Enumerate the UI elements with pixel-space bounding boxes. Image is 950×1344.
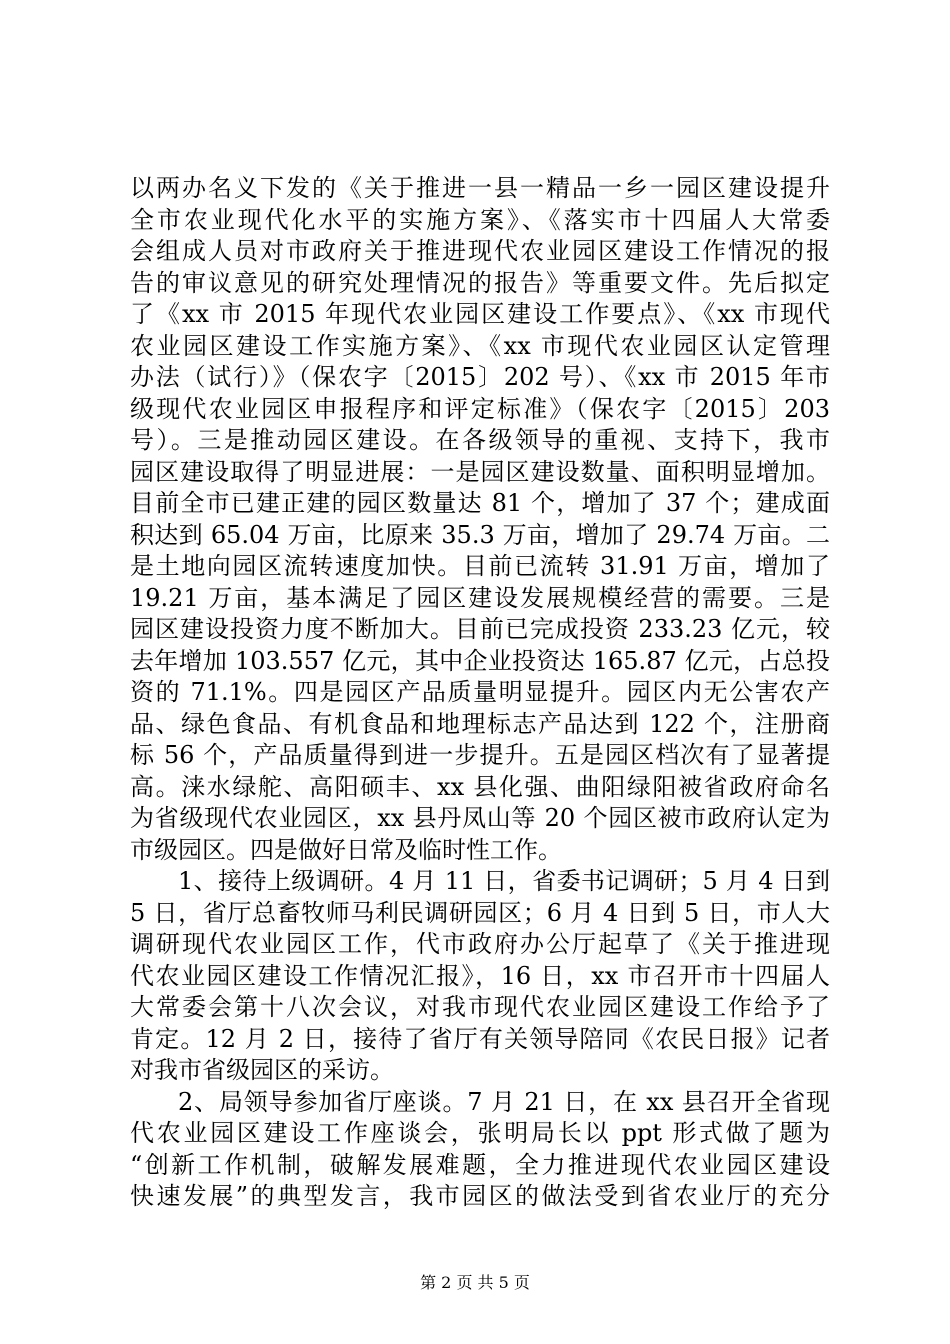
text-line: 快速发展”的典型发言，我市园区的做法受到省农业厅的充分	[130, 1182, 830, 1210]
text-line: 去年增加 103.557 亿元，其中企业投资达 165.87 亿元，占总投	[130, 646, 830, 675]
text-line: 积达到 65.04 万亩，比原来 35.3 万亩，增加了 29.74 万亩。二	[130, 520, 830, 549]
page-number-footer: 第 2 页 共 5 页	[420, 1273, 530, 1292]
text-line: 是土地向园区流转速度加快。目前已流转 31.91 万亩，增加了	[130, 552, 830, 580]
paragraph-first-line: 1、接待上级调研。4 月 11 日，省委书记调研；5 月 4 日到	[178, 867, 830, 895]
paragraph-first-line: 2、局领导参加省厅座谈。7 月 21 日，在 xx 县召开全省现	[178, 1087, 830, 1116]
body-text	[130, 173, 830, 1213]
text-line: 标 56 个，产品质量得到进一步提升。五是园区档次有了显著提	[130, 741, 830, 769]
text-line: 代农业园区建设工作情况汇报》，16 日，xx 市召开市十四届人	[130, 961, 830, 990]
text-line: 大常委会第十八次会议，对我市现代农业园区建设工作给予了	[130, 993, 830, 1021]
text-line: 资的 71.1%。四是园区产品质量明显提升。园区内无公害农产	[130, 678, 830, 706]
text-line: 代农业园区建设工作座谈会，张明局长以 ppt 形式做了题为	[130, 1119, 830, 1147]
text-line: 全市农业现代化水平的实施方案》、《落实市十四届人大常委	[130, 205, 830, 234]
text-line: 农业园区建设工作实施方案》、《xx 市现代农业园区认定管理	[130, 331, 830, 360]
text-line: 市级园区。四是做好日常及临时性工作。	[130, 835, 562, 864]
text-line: 以两办名义下发的《关于推进一县一精品一乡一园区建设提升	[130, 174, 830, 202]
text-line: 目前全市已建正建的园区数量达 81 个，增加了 37 个；建成面	[130, 489, 830, 517]
text-line: 高。涞水绿舵、高阳硕丰、xx 县化强、曲阳绿阳被省政府命名	[130, 772, 830, 801]
text-line: 19.21 万亩，基本满足了园区建设发展规模经营的需要。三是	[130, 583, 830, 612]
text-line: 号）。三是推动园区建设。在各级领导的重视、支持下，我市	[130, 426, 830, 454]
text-line: 园区建设取得了明显进展：一是园区建设数量、面积明显增加。	[130, 457, 830, 486]
text-line: 会组成人员对市政府关于推进现代农业园区建设工作情况的报	[130, 237, 830, 265]
text-line: 级现代农业园区申报程序和评定标准》（保农字〔2015〕203	[130, 394, 830, 423]
text-line: 品、绿色食品、有机食品和地理标志产品达到 122 个，注册商	[130, 709, 830, 738]
text-line: 对我市省级园区的采访。	[130, 1056, 394, 1084]
text-line: 为省级现代农业园区，xx 县丹凤山等 20 个园区被市政府认定为	[130, 804, 830, 832]
text-line: 园区建设投资力度不断加大。目前已完成投资 233.23 亿元，较	[130, 615, 830, 643]
text-line: “创新工作机制，破解发展难题，全力推进现代农业园区建设	[130, 1150, 830, 1179]
text-line: 肯定。12 月 2 日，接待了省厅有关领导陪同《农民日报》记者	[130, 1024, 830, 1053]
text-line: 5 日，省厅总畜牧师马利民调研园区；6 月 4 日到 5 日，市人大	[130, 898, 830, 927]
text-line: 了《xx 市 2015 年现代农业园区建设工作要点》、《xx 市现代	[130, 300, 830, 328]
text-line: 调研现代农业园区工作，代市政府办公厅起草了《关于推进现	[130, 930, 830, 958]
text-line: 告的审议意见的研究处理情况的报告》等重要文件。先后拟定	[130, 268, 830, 297]
text-line: 办法（试行）》（保农字〔2015〕202 号）、《xx 市 2015 年市	[130, 363, 830, 391]
